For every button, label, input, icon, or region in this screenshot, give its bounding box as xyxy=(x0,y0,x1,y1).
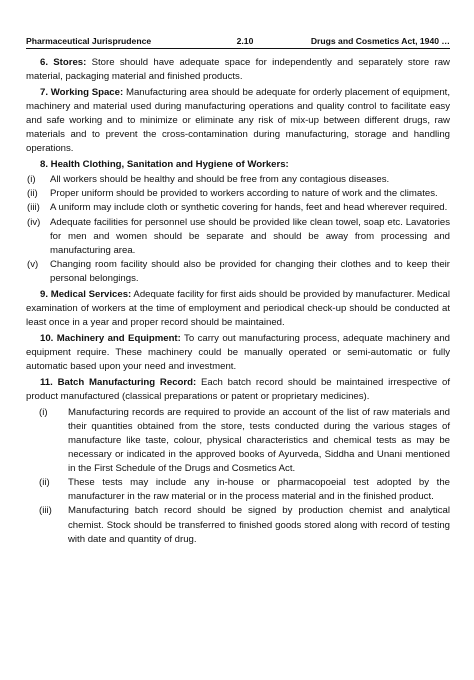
list-item xyxy=(26,406,450,476)
list-item-text: Proper uniform should be provided to workers according to nature of work and the climates. xyxy=(50,188,438,200)
page-body xyxy=(26,56,450,547)
page-header xyxy=(26,36,450,49)
section-machinery-equipment-title: 10. Machinery and Equipment: xyxy=(40,332,181,344)
list-item-text: These tests may include any in-house or pharmacopoeial test adopted by the manufacturer in the raw material or in the process material and in the finished product. xyxy=(68,477,450,503)
list-item-text: All workers should be healthy and should be free from any contagious diseases. xyxy=(50,174,390,186)
section-batch-record xyxy=(26,376,450,404)
section-stores-title: 6. Stores: xyxy=(40,57,87,68)
list-item xyxy=(26,173,450,187)
section-medical-services-text: Adequate facility for first aids should be provided by manufacturer. Medical examination of workers at the time of employment and periodical check-up should be conducted at least once in a year and proper record should be maintained. xyxy=(26,288,450,328)
list-item-number: (iii) xyxy=(39,505,52,517)
section-working-space-title: 7. Working Space: xyxy=(40,87,124,99)
health-clothing-list xyxy=(26,173,450,285)
list-item xyxy=(26,187,450,201)
list-item-number: (i) xyxy=(27,174,36,186)
list-item xyxy=(26,476,450,504)
section-stores-text: Store should have adequate space for independently and separately store raw material, packaging material and finished products. xyxy=(26,57,450,83)
list-item xyxy=(26,216,450,258)
list-item-text: A uniform may include cloth or synthetic covering for hands, feet and head wherever required. xyxy=(50,202,448,214)
list-item xyxy=(26,504,450,546)
section-health-clothing xyxy=(26,158,450,172)
section-health-clothing-title: 8. Health Clothing, Sanitation and Hygiene of Workers: xyxy=(40,159,289,171)
section-working-space-text: Manufacturing area should be adequate for orderly placement of equipment, machinery and material used during manufacturing operations and quality control to facilitate easy and safe working and to minimize or eliminate any risk of mix-up between different drugs, raw materials and to prevent the cross-contamination during manufacturing, storage and handling operations. xyxy=(26,87,450,155)
section-stores xyxy=(26,56,450,84)
list-item xyxy=(26,258,450,286)
list-item-text: Manufacturing batch record should be signed by production chemist and analytical chemist. Stock should be transferred to finished goods stored along with record of testing with date and quantity of drug. xyxy=(68,505,450,545)
header-chapter-title: Drugs and Cosmetics Act, 1940 … xyxy=(310,36,450,46)
list-item-number: (ii) xyxy=(27,188,38,200)
list-item-number: (iv) xyxy=(27,216,41,228)
section-machinery-equipment-text: To carry out manufacturing process, adequate machinery and equipment require. These machinery could be manually operated or semi-automatic or fully automatic based upon your need and investment. xyxy=(26,332,451,372)
batch-record-list xyxy=(26,406,450,546)
list-item-number: (v) xyxy=(27,258,39,270)
list-item-text: Changing room facility should also be provided for changing their clothes and to keep their personal belongings. xyxy=(50,258,450,284)
list-item-number: (i) xyxy=(39,407,48,419)
section-medical-services xyxy=(26,288,450,330)
section-batch-record-text: Each batch record should be maintained irrespective of product manufactured (classical preparations or patent or proprietary medicines). xyxy=(26,377,451,403)
header-book-title: Pharmaceutical Jurisprudence xyxy=(26,36,152,46)
header-page-number: 2.10 xyxy=(236,36,254,46)
section-working-space xyxy=(26,86,450,156)
list-item-text: Manufacturing records are required to provide an account of the list of raw materials and their quantities obtained from the store, tests conducted during the various stages of manufacture like taste, colour, physical characteristics and chemical tests as may be necessary or indicated in the approved books of Ayurveda, Siddha and Unani mentioned in the First Schedule of the Drugs and Cosmetics Act. xyxy=(68,407,450,475)
list-item xyxy=(26,201,450,215)
section-machinery-equipment xyxy=(26,332,450,374)
section-batch-record-title: 11. Batch Manufacturing Record: xyxy=(40,377,197,389)
list-item-number: (ii) xyxy=(39,477,50,489)
list-item-text: Adequate facilities for personnel use should be provided like clean towel, soap etc. Lavatories for men and women should be separate and should be away from processing and manufacturing area. xyxy=(50,216,450,256)
section-medical-services-title: 9. Medical Services: xyxy=(40,288,132,300)
list-item-number: (iii) xyxy=(27,202,40,214)
